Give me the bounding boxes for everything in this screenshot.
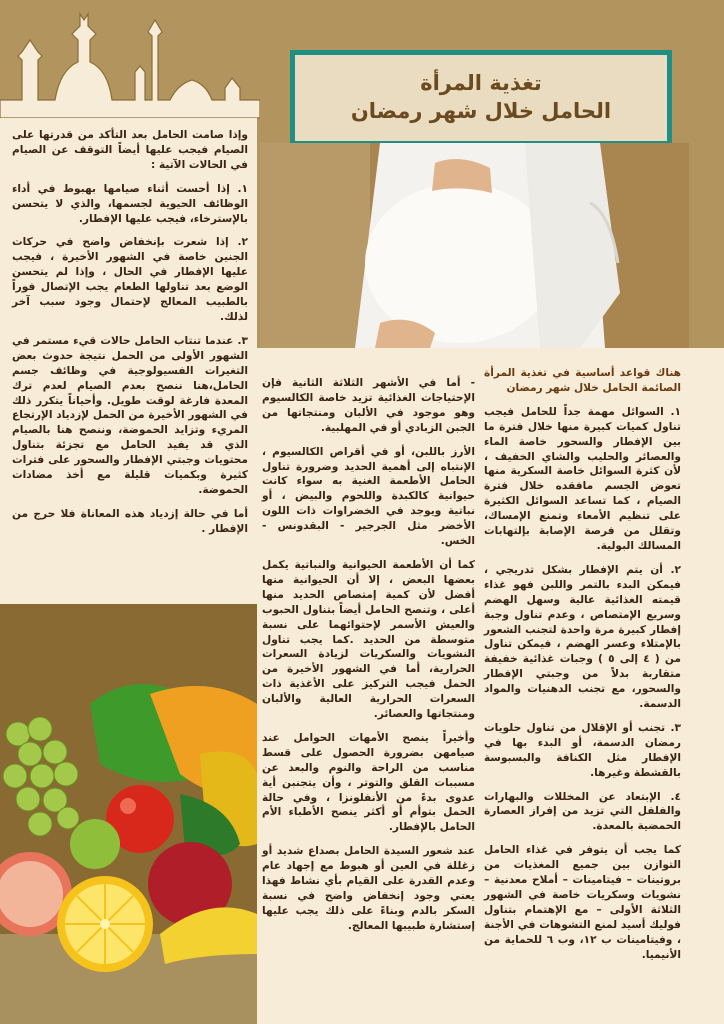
mosque-skyline-icon bbox=[0, 0, 260, 135]
right-paragraph-0: ١. السوائل مهمة جداً للحامل فيجب تناول كميات كبيرة منها خلال فترة ما بين الإفطار والسحور خاصة الماء والعصائر والحليب والشاي الخفيف ، لأن كثرة السوائل خاصة السكرية منها تعوض الجسم مافقده خلال فترة الصيام ، كما تساعد السوائل الكثيرة على تنظيم الأمعاء وتمنع الإمساك، وتقلل من فرصة الإصابة بإلتهابات المسالك البولية. bbox=[484, 405, 681, 552]
title-line-2: الحامل خلال شهر رمضان bbox=[350, 99, 612, 123]
right-paragraph-3: ٤. الإبتعاد عن المخللات والبهارات والفلفل التي تزيد من إفراز العصارة الحمضية بالمعدة. bbox=[484, 790, 681, 833]
right-column bbox=[484, 366, 681, 972]
left-paragraph-2: ٢. إذا شعرت بإنخفاض واضح في حركات الجنين خاصة في الشهور الأخيرة ، فيجب عليها الإفطار في الحال ، وإذا لم يتحسن الوضع بعد تناولها الطعام يجب الإتصال فوراً بالطبيب المعالج لإحتمال وجود سبب آخر لذلك. bbox=[12, 236, 248, 323]
pregnant-woman-illustration bbox=[260, 143, 689, 348]
pregnant-woman-photo bbox=[260, 143, 689, 348]
middle-paragraph-0: - أما في الأشهر الثلاثة الثانية فإن الإحتياجات الغذائية تزيد خاصة الكالسيوم وهو موجود في الألبان ومنتجاتها من الجبن الزبادي أو في المهلبية. bbox=[262, 377, 475, 434]
middle-paragraph-1: الأرز باللبن، أو في أقراص الكالسيوم ، الإنتباه إلى أهمية الحديد وضرورة تناول الحامل الأطعمة الغنية به سواء كانت حيوانية كالكبدة واللحوم والبيض ، أو نباتية ويوجد في الخضراوات ذات اللون الأخضر مثل الجرجير - البقدونس - الخس. bbox=[262, 445, 475, 548]
middle-paragraph-4: عند شعور السيدة الحامل بصداع شديد أو زغللة في العين أو هبوط مع إجهاد عام وعدم القدرة على القيام بأي نشاط فهذا يعني وجود إنخفاض واضح في نسبة السكر بالدم وبناءً على ذلك يجب عليها إستشارة طبيبها المعالج. bbox=[262, 845, 475, 932]
fruit-vegetables-photo bbox=[0, 604, 257, 1024]
left-paragraph-4: أما في حالة إزدياد هذه المعاناة فلا حرج من الإفطار . bbox=[12, 507, 248, 535]
left-paragraph-3: ٣. عندما تنتاب الحامل حالات قيء مستمر في الشهور الأولى من الحمل نتيجة حدوث بعض التغيرات الفسيولوجية في وظائف جسم الحامل،هنا ننصح بعدم الصيام لعدم ترك المعدة فارغة لوقت طويل. وأحياناً يتكرر ذلك في الشهور الأخيرة من الحمل لإزدياد الإرتجاع المريء وتزايد الحموضة، وننصح هنا بالصيام الذي قد يفيد الحامل مع تجزئة بتناول محتويات وجبتي الإفطار والسحور على فترات كثيرة وبكميات قليلة مع أخذ مضادات الحموضة. bbox=[12, 334, 248, 496]
right-panel bbox=[689, 348, 724, 1024]
middle-column bbox=[262, 376, 475, 943]
left-paragraph-1: ١. إذا أحست أثناء صيامها بهبوط في أداء الوظائف الحيوية لجسمها، والذي لا يتحسن بالإسترخاء، فيجب عليها الإفطار. bbox=[12, 182, 248, 225]
title-line-1: تغذية المرأة bbox=[420, 71, 542, 95]
fruit-vegetables-illustration bbox=[0, 604, 257, 1024]
middle-paragraph-3: وأخيراً ينصح الأمهات الحوامل عند صيامهن بضرورة الحصول على قسط مناسب من الراحة والنوم والبعد عن مسببات القلق والتوتر ، وأن يتجنبن أية عدوى بدءً من الأنفلونزا ، وفي حالة الحمل بتوأم أو أكثر ينصح الأطباء الأم الحامل بالإفطار. bbox=[262, 731, 475, 834]
right-paragraph-1: ٢. أن يتم الإفطار بشكل تدريجي ، فيمكن البدء بالتمر واللبن فهو غذاء قيمته الغذائية عالية وسهل الهضم وسريع الإمتصاص ، وعدم تناول وجبة إفطار كبيرة مرة واحدة لتجنب الشعور بالإمتلاء وعسر الهضم ، فيمكن تناول من ( ٤ إلى ٥ ) وجبات غذائية خفيفة متقاربة بدلاً من وجبتي الإفطار والسحور، مع تجنب الدهنيات والمواد الدسمة. bbox=[484, 563, 681, 711]
right-paragraph-2: ٣. تجنب أو الإقلال من تناول حلويات رمضان الدسمة، أو البدء بها في الإفطار مثل الكنافة والبسبوسة بالقشطة وغيرها. bbox=[484, 721, 681, 779]
middle-paragraph-2: كما أن الأطعمة الحيوانية والنباتية يكمل بعضها البعض ، إلا أن الحيوانية منها أفضل لأن كمية إمتصاص الحديد منها أعلى ، وتنصح الحامل أيضاً بتناول الحبوب والعيش الأسمر لإحتوائهما على نسبة متوسطة من الحديد .كما يجب تناول النشويات والسكريات لزيادة السعرات الحرارية، أما في الشهور الأخيرة من الحمل فيجب التركيز على الأغذية ذات السعرات الحرارية العالية والألبان ومنتجاتها والعصائر. bbox=[262, 558, 475, 721]
left-paragraph-0: وإذا صامت الحامل بعد التأكد من قدرتها على الصيام فيجب عليها أيضاً التوقف عن الصيام في الحالات الآتية : bbox=[12, 129, 248, 171]
title-box bbox=[290, 50, 672, 146]
right-heading: هناك قواعد أساسية في تغذية المرأة الصائمة الحامل خلال شهر رمضان bbox=[484, 367, 681, 394]
right-paragraph-4: كما يجب أن يتوفر في غذاء الحامل التوازن بين جميع المغذيات من بروتينات – فيتامينات – أملاح معدنية – نشويات وسكريات خاصة في الشهور الثلاثة الأولى – مع الإهتمام بتناول فوليك أسيد لمنع التشوهات في الأجنة ، وفيتامينات ب ١٢، وب ٦ للحماية من الأنيميا. bbox=[484, 844, 681, 961]
left-column bbox=[12, 128, 248, 546]
